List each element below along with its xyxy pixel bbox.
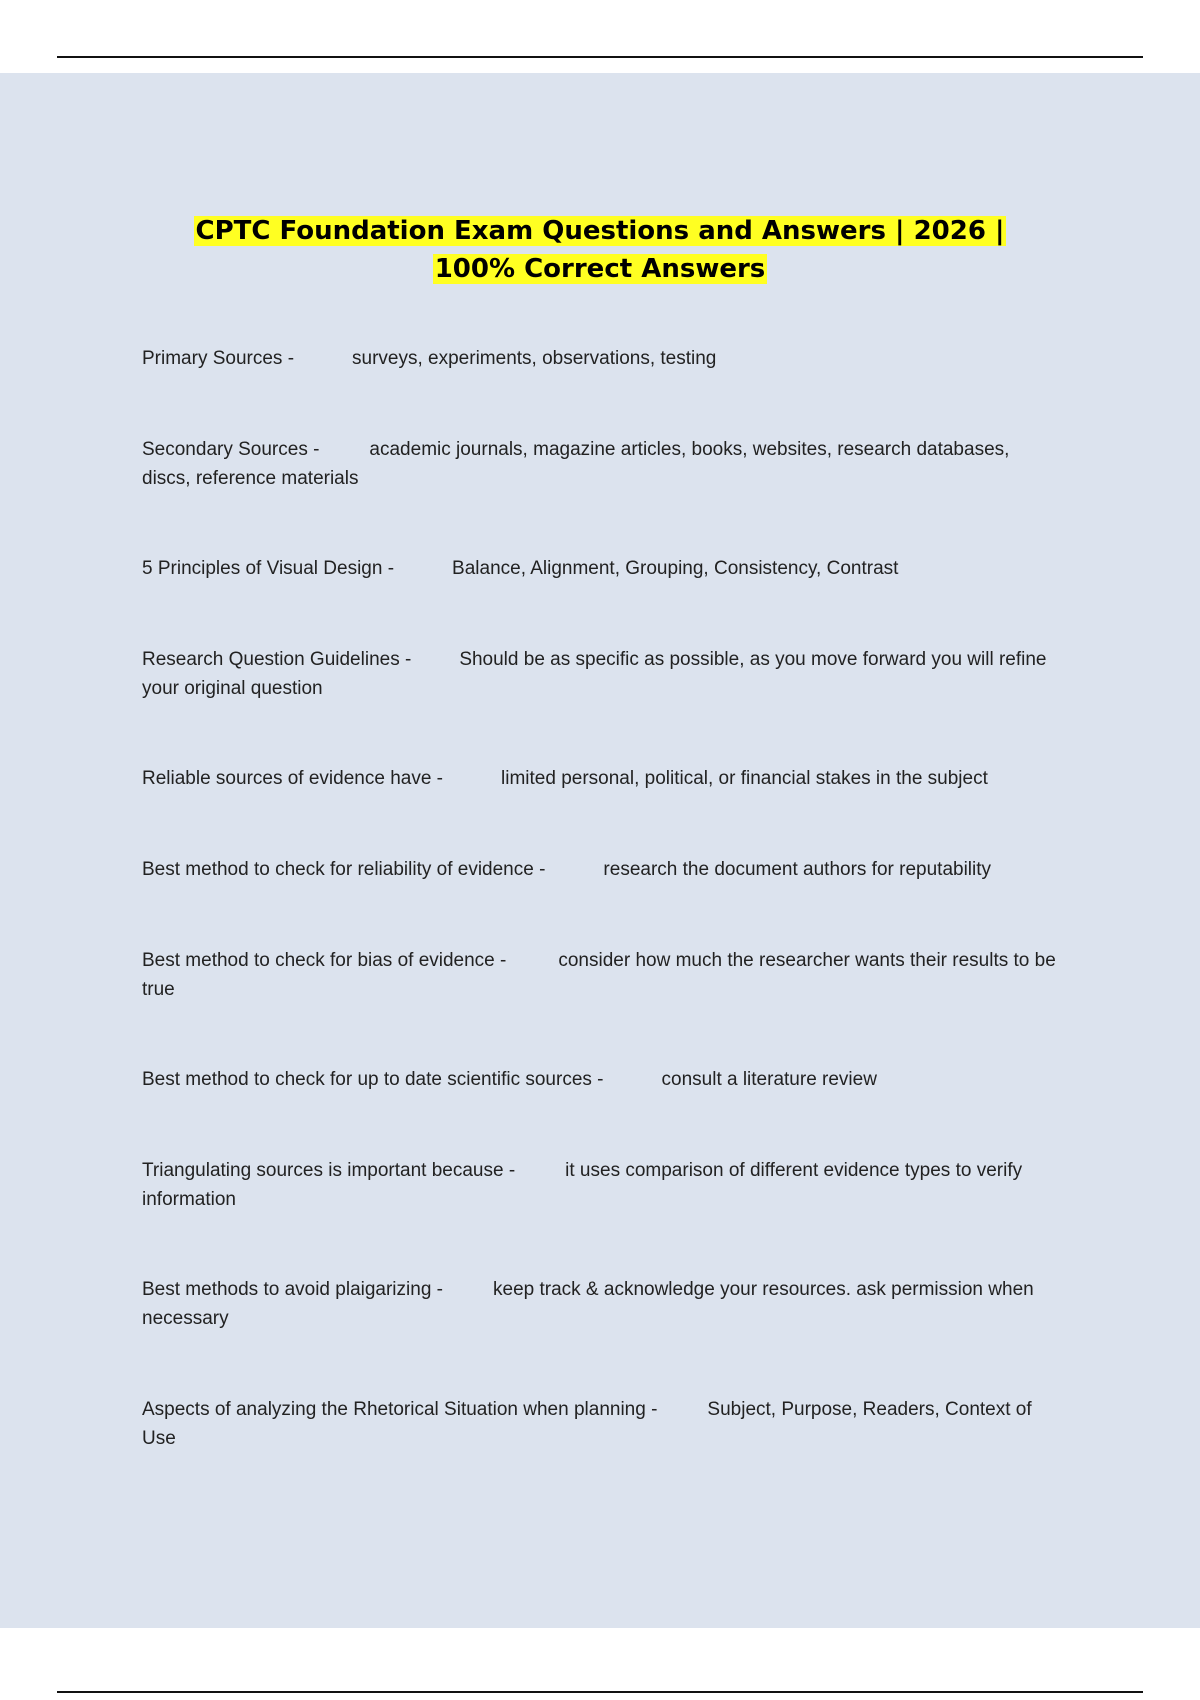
qa-term: 5 Principles of Visual Design -	[142, 558, 395, 579]
qa-item	[142, 1395, 1062, 1453]
qa-definition: surveys, experiments, observations, testing	[352, 348, 717, 369]
qa-definition: limited personal, political, or financial stakes in the subject	[501, 768, 988, 789]
bottom-rule	[57, 1691, 1143, 1693]
qa-term: Primary Sources -	[142, 348, 295, 369]
document-title	[170, 212, 1030, 288]
title-line-1: CPTC Foundation Exam Questions and Answers | 2026 |	[195, 216, 1005, 246]
qa-item	[142, 1156, 1062, 1214]
qa-definition: Balance, Alignment, Grouping, Consistency, Contrast	[452, 558, 899, 579]
qa-definition: it uses comparison of different evidence types to verify information	[142, 1160, 1023, 1210]
qa-definition: consult a literature review	[661, 1069, 877, 1090]
qa-item	[142, 764, 1062, 793]
qa-term: Reliable sources of evidence have -	[142, 768, 444, 789]
qa-term: Research Question Guidelines -	[142, 649, 412, 670]
qa-term: Secondary Sources -	[142, 439, 320, 460]
title-block	[0, 212, 1200, 288]
qa-term: Best method to check for reliability of evidence -	[142, 859, 546, 880]
qa-item	[142, 435, 1062, 493]
title-line-2: 100% Correct Answers	[434, 254, 766, 284]
qa-definition: Should be as specific as possible, as you move forward you will refine your original question	[142, 649, 1047, 699]
top-rule	[57, 56, 1143, 58]
qa-item	[142, 645, 1062, 703]
qa-definition: Subject, Purpose, Readers, Context of Use	[142, 1399, 1032, 1449]
qa-definition: keep track & acknowledge your resources. ask permission when necessary	[142, 1279, 1034, 1329]
qa-term: Best method to check for bias of evidence -	[142, 950, 507, 971]
qa-term: Best methods to avoid plaigarizing -	[142, 1279, 443, 1300]
qa-item	[142, 855, 1062, 884]
qa-definition: consider how much the researcher wants their results to be true	[142, 950, 1056, 1000]
qa-definition: academic journals, magazine articles, books, websites, research databases, discs, reference materials	[142, 439, 1010, 489]
qa-item	[142, 554, 1062, 583]
qa-term: Triangulating sources is important because -	[142, 1160, 516, 1181]
qa-item	[142, 1065, 1062, 1094]
qa-item	[142, 946, 1062, 1004]
qa-item	[142, 1275, 1062, 1333]
qa-item	[142, 344, 1062, 373]
qa-term: Best method to check for up to date scientific sources -	[142, 1069, 604, 1090]
qa-definition: research the document authors for reputability	[603, 859, 992, 880]
qa-term: Aspects of analyzing the Rhetorical Situation when planning -	[142, 1399, 658, 1420]
